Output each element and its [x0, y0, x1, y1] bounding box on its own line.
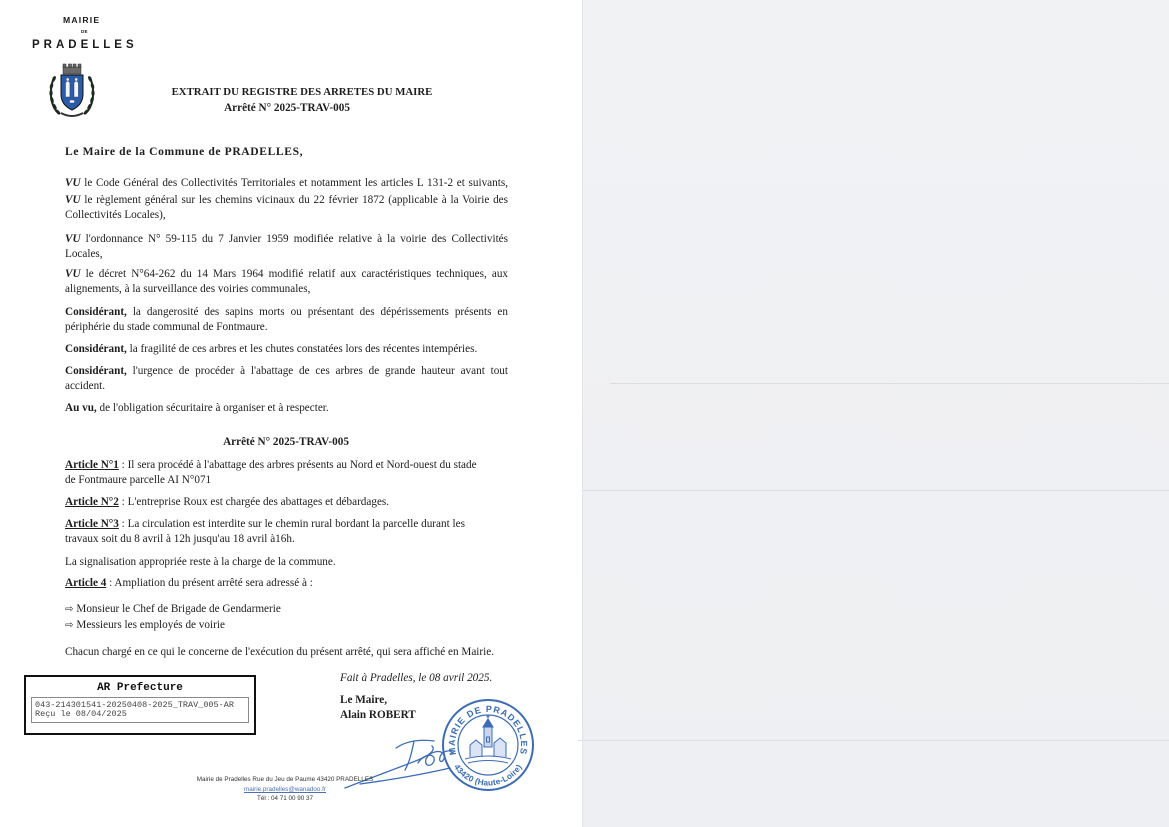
stamp-top-textpath: MAIRIE DE PRADELLES [446, 703, 530, 757]
arrow-right-icon: ⇨ [65, 619, 74, 631]
wreath-right [83, 75, 95, 115]
visa-lead: VU [65, 194, 81, 206]
visa-2-line-2: Collectivités Locales), [65, 208, 166, 221]
wreath-left [49, 75, 61, 115]
visa-1 [65, 176, 508, 191]
au-vu-line [65, 401, 508, 416]
visa-text: le Code Général des Collectivités Territoriales et notamment les articles L 131-2 et suivants, [84, 177, 508, 189]
signalisation-line: La signalisation appropriée reste à la charge de la commune. [65, 556, 336, 568]
arrete-heading: Arrêté N° 2025-TRAV-005 [223, 436, 349, 448]
ar-received-date: Reçu le 08/04/2025 [35, 709, 127, 719]
article-label: Article N°1 [65, 459, 119, 471]
article-3-line-2: travaux soit du 8 avril à 12h jusqu'au 18 avril à16h. [65, 532, 295, 545]
visa-4-line-2: alignements, à la surveillance des voiries communales, [65, 282, 311, 295]
coat-of-arms-icon [48, 62, 96, 118]
visa-text: le décret N°64-262 du 14 Mars 1964 modifié relatif aux caractéristiques techniques, aux [85, 268, 509, 280]
ar-prefecture-box [24, 675, 256, 735]
visa-3-line-2: Locales, [65, 247, 103, 260]
footer-address: Mairie de Pradelles Rue du Jeu de Paume 43420 PRADELLES [196, 776, 374, 783]
stamp-bottom-textpath: 43420 (Haute-Loire) [452, 762, 524, 788]
article-1 [65, 458, 508, 487]
considerant-3-line-1 [65, 364, 508, 379]
signatory-name: Alain ROBERT [340, 709, 416, 721]
considerant-1-line-2: périphérie du stade communal de Fontmaure. [65, 320, 268, 333]
ribbon [61, 113, 83, 116]
arrow-right-icon: ⇨ [65, 604, 74, 615]
article-4 [65, 576, 508, 591]
letterhead-mairie: MAIRIE [63, 15, 101, 25]
article-label: Article N°2 [65, 496, 119, 508]
list-item-text: Monsieur le Chef de Brigade de Gendarmerie [76, 603, 281, 615]
au-vu-text: de l'obligation sécuritaire à organiser et à respecter. [99, 402, 329, 414]
considerant-text: l'urgence de procéder à l'abattage de ces arbres de grande hauteur avant tout [132, 365, 509, 377]
ar-prefecture-title: AR Prefecture [97, 682, 183, 694]
considerant-3-line-2: accident. [65, 379, 106, 392]
letterhead-de: DE [81, 29, 88, 34]
execution-line: Chacun chargé en ce qui le concerne de l'exécution du présent arrêté, qui sera affiché en Mairie. [65, 646, 495, 658]
page-divider [583, 490, 1169, 491]
decree-number: Arrêté N° 2025-TRAV-005 [224, 102, 350, 114]
considerant-2-line-1 [65, 342, 508, 357]
page-divider [610, 383, 1169, 384]
shield [61, 75, 83, 110]
visa-text: le règlement général sur les chemins vicinaux du 22 février 1872 (applicable à la Voirie des [84, 194, 508, 206]
considerant-1 [65, 305, 508, 334]
execution-clause [65, 645, 508, 660]
visa-4-line-1 [65, 267, 508, 282]
mural-crown [63, 64, 81, 74]
considerant-lead: Considérant, [65, 365, 127, 377]
article-label: Article N°3 [65, 518, 119, 530]
blank-page [583, 0, 1169, 827]
au-vu-lead: Au vu, [65, 402, 97, 414]
considerant-2 [65, 342, 508, 357]
visa-lead: VU [65, 177, 81, 189]
au-vu [65, 401, 508, 416]
footer-email-row [150, 786, 420, 794]
document-title: EXTRAIT DU REGISTRE DES ARRETES DU MAIRE [171, 86, 433, 98]
date-place: Fait à Pradelles, le 08 avril 2025. [340, 672, 493, 684]
document-page [0, 0, 583, 827]
visa-4 [65, 267, 508, 296]
signatory-role: Le Maire, [340, 694, 388, 706]
article-1-line-1 [65, 458, 508, 473]
footer-email: mairie.pradelles@wanadoo.fr [244, 786, 326, 793]
article-2 [65, 495, 508, 510]
considerant-lead: Considérant, [65, 306, 127, 318]
article-text: : L'entreprise Roux est chargée des abattages et débardages. [121, 496, 390, 508]
article-2-line-1 [65, 495, 508, 510]
article-4-line [65, 576, 508, 591]
article-3 [65, 517, 508, 546]
considerant-3 [65, 364, 508, 393]
list-item [65, 602, 508, 618]
considerant-text: la dangerosité des sapins morts ou présentant des dépérissements présents en [132, 306, 508, 318]
visa-3-line-1 [65, 232, 508, 247]
footer-phone: Tél : 04 71 00 90 37 [256, 795, 313, 802]
intro-line: Le Maire de la Commune de PRADELLES, [65, 145, 304, 158]
article-text: : Il sera procédé à l'abattage des arbres présents au Nord et Nord-ouest du stade [121, 459, 477, 471]
visa-lead: VU [65, 268, 81, 280]
signalisation [65, 555, 508, 570]
page-divider [578, 740, 1169, 741]
considerant-text: la fragilité de ces arbres et les chutes constatées lors des récentes intempéries. [129, 343, 478, 355]
list-item [65, 618, 508, 634]
church-emblem-icon [465, 715, 511, 763]
visa-3 [65, 232, 508, 261]
article-text: : Ampliation du présent arrêté sera adressé à : [109, 577, 313, 589]
article-text: : La circulation est interdite sur le chemin rural bordant la parcelle durant les [121, 518, 465, 530]
letterhead-commune: PRADELLES [32, 39, 138, 51]
considerant-lead: Considérant, [65, 343, 127, 355]
visa-2 [65, 193, 508, 222]
article-3-line-1 [65, 517, 508, 532]
article-label: Article 4 [65, 577, 107, 589]
visa-1-line-1 [65, 176, 508, 191]
considerant-1-line-1 [65, 305, 508, 320]
official-stamp [440, 697, 536, 793]
visa-lead: VU [65, 233, 81, 245]
ar-prefecture-details [31, 697, 249, 723]
visa-text: l'ordonnance N° 59-115 du 7 Janvier 1959 modifiée relative à la voirie des Collectivités [85, 233, 508, 245]
visa-2-line-1 [65, 193, 508, 208]
article-1-line-2: de Fontmaure parcelle AI N°071 [65, 473, 212, 486]
list-item-text: Messieurs les employés de voirie [76, 618, 225, 631]
ampliation-list [65, 602, 508, 633]
ar-reference: 043-214301541-20250408-2025_TRAV_005-AR [35, 700, 234, 710]
